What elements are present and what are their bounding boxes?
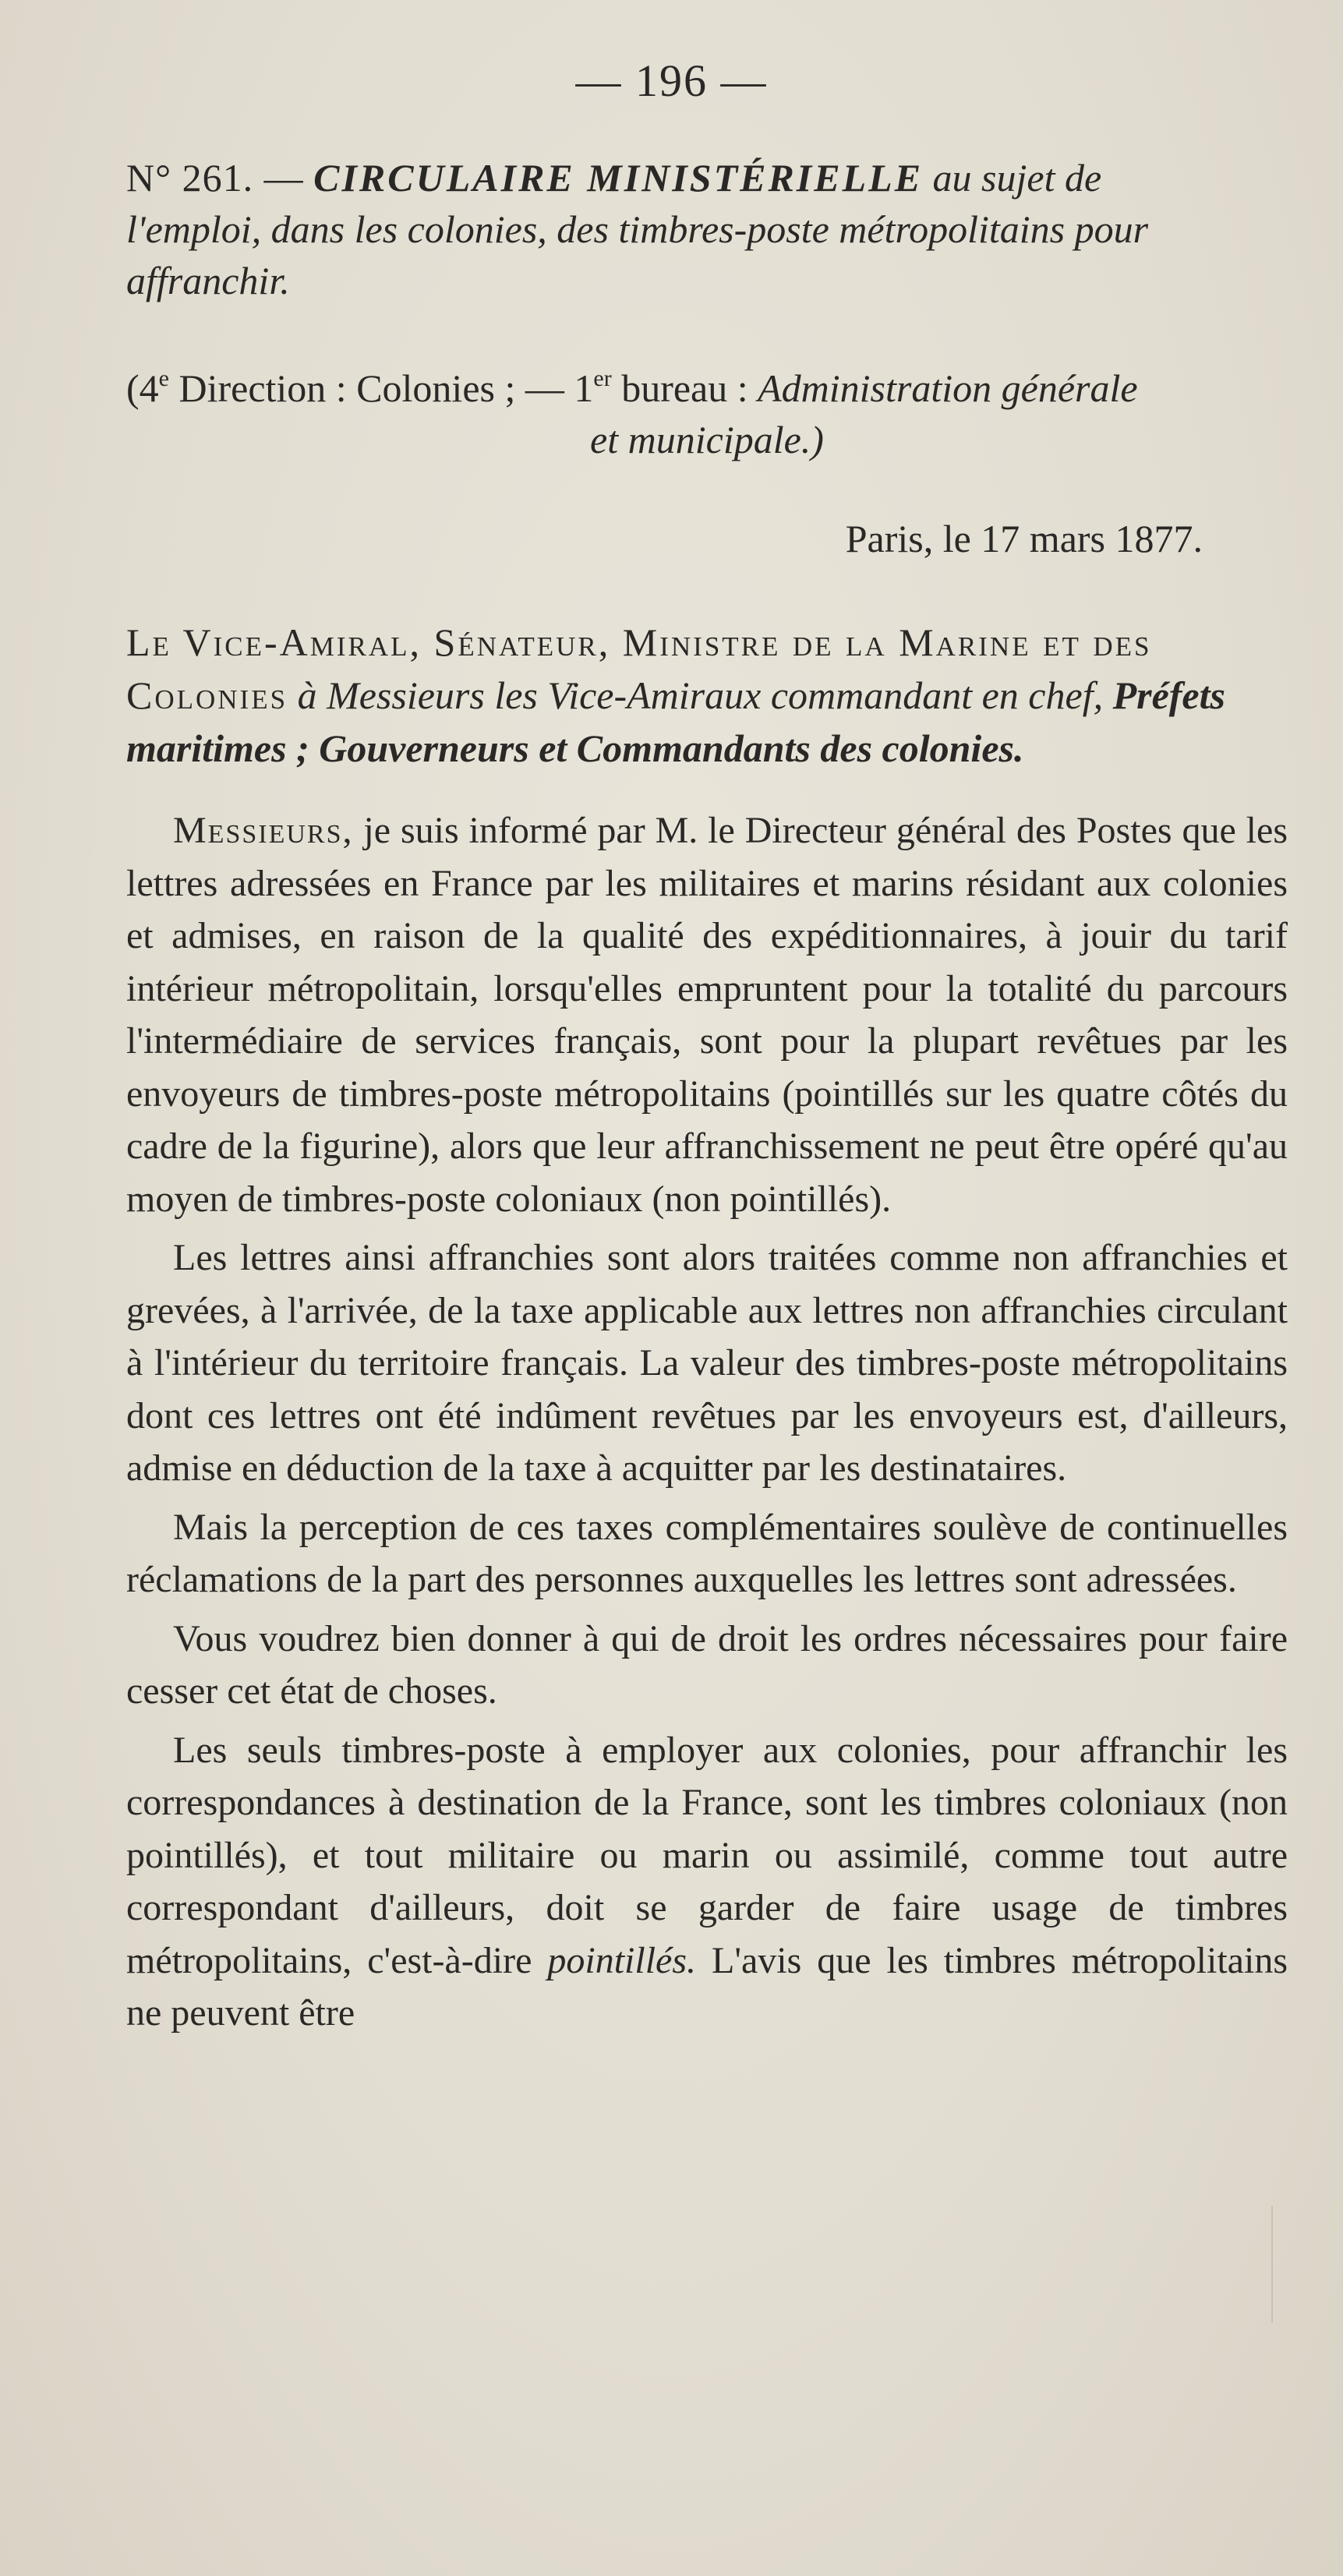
to-word: à [288,673,327,717]
heading-first-line [126,152,1288,203]
direction-open: (4 [126,366,159,410]
recipients: Messieurs les Vice-Amiraux commandant en chef, [327,673,1104,717]
page-number: — 196 — [575,55,768,106]
direction-text: Direction : Colonies ; — 1 [168,366,594,410]
salutation: Messieurs, [173,810,354,851]
page-edge-shadow [1271,2206,1273,2323]
bureau-name-continued: et municipale.) [590,418,824,461]
sender: Le Vice-Amiral, Sénateur, Ministre de la Marine et des Colonies [126,620,1152,717]
direction-line [126,362,1288,414]
ordinal-suffix: er [593,366,612,391]
document-heading [126,152,1288,306]
sender-and-recipients [126,616,1288,775]
paragraph [126,1724,1288,2040]
paragraph-text: L'avis que les timbres métropolitains ne peuvent être [126,1939,1288,2034]
bureau-name: Administration générale [758,366,1138,410]
paragraph [126,804,1288,1225]
paragraph: Mais la perception de ces taxes complémentaires soulève de continuelles réclamations de la part des personnes auxquelles les lettres sont adressées. [126,1506,1288,1600]
subject-rest: l'emploi, dans les colonies, des timbres-poste métropolitains pour affranchir. [126,207,1149,302]
issuing-office [126,362,1288,465]
circular-number: N° 261. — [126,156,304,200]
letter-body [126,804,1288,2046]
place-and-date: Paris, le 17 mars 1877. [845,517,1203,560]
circular-type: CIRCULAIRE MINISTÉRIELLE [313,156,924,200]
paragraph: Les lettres ainsi affranchies sont alors traitées comme non affranchies et grevées, à l'arrivée, de la taxe applicable aux lettres non affranchies circulant à l'intérieur du territoire français. La valeur des timbres-poste métropolitains dont ces lettres ont été indûment revêtues par les envoyeurs est, d'ailleurs, admise en déduction de la taxe à acquitter par les destinataires. [126,1237,1288,1489]
subject-start: au sujet de [932,156,1102,200]
recipients-continued: Préfets maritimes ; Gouverneurs et Commandants des colonies. [126,673,1225,770]
italic-word: pointillés. [547,1939,697,1981]
ordinal-suffix: e [158,366,169,391]
paragraph-text: Les seuls timbres-poste à employer aux colonies, pour affranchir les correspondances à destination de la France, sont les timbres coloniaux (non pointillés), et tout militaire ou marin ou assimilé, comme tout autre correspondant d'ailleurs, doit se garder de faire usage de timbres métropolitains, c'est-à-dire [126,1729,1288,1981]
paragraph: Vous voudrez bien donner à qui de droit les ordres nécessaires pour faire cesser cet état de choses. [126,1617,1288,1712]
bureau-text: bureau : [611,366,758,410]
paragraph-text: je suis informé par M. le Directeur général des Postes que les lettres adressées en France par les militaires et marins résidant aux colonies et admises, en raison de la qualité des expéditionnaires, à jouir du tarif intérieur métropolitain, lorsqu'elles empruntent pour la totalité du parcours l'intermédiaire de services français, sont pour la plupart revêtues par les envoyeurs de timbres-poste métropolitains (pointillés sur les quatre côtés du cadre de la figurine), alors que leur affranchissement ne peut être opéré qu'au moyen de timbres-poste coloniaux (non pointillés). [126,810,1288,1220]
